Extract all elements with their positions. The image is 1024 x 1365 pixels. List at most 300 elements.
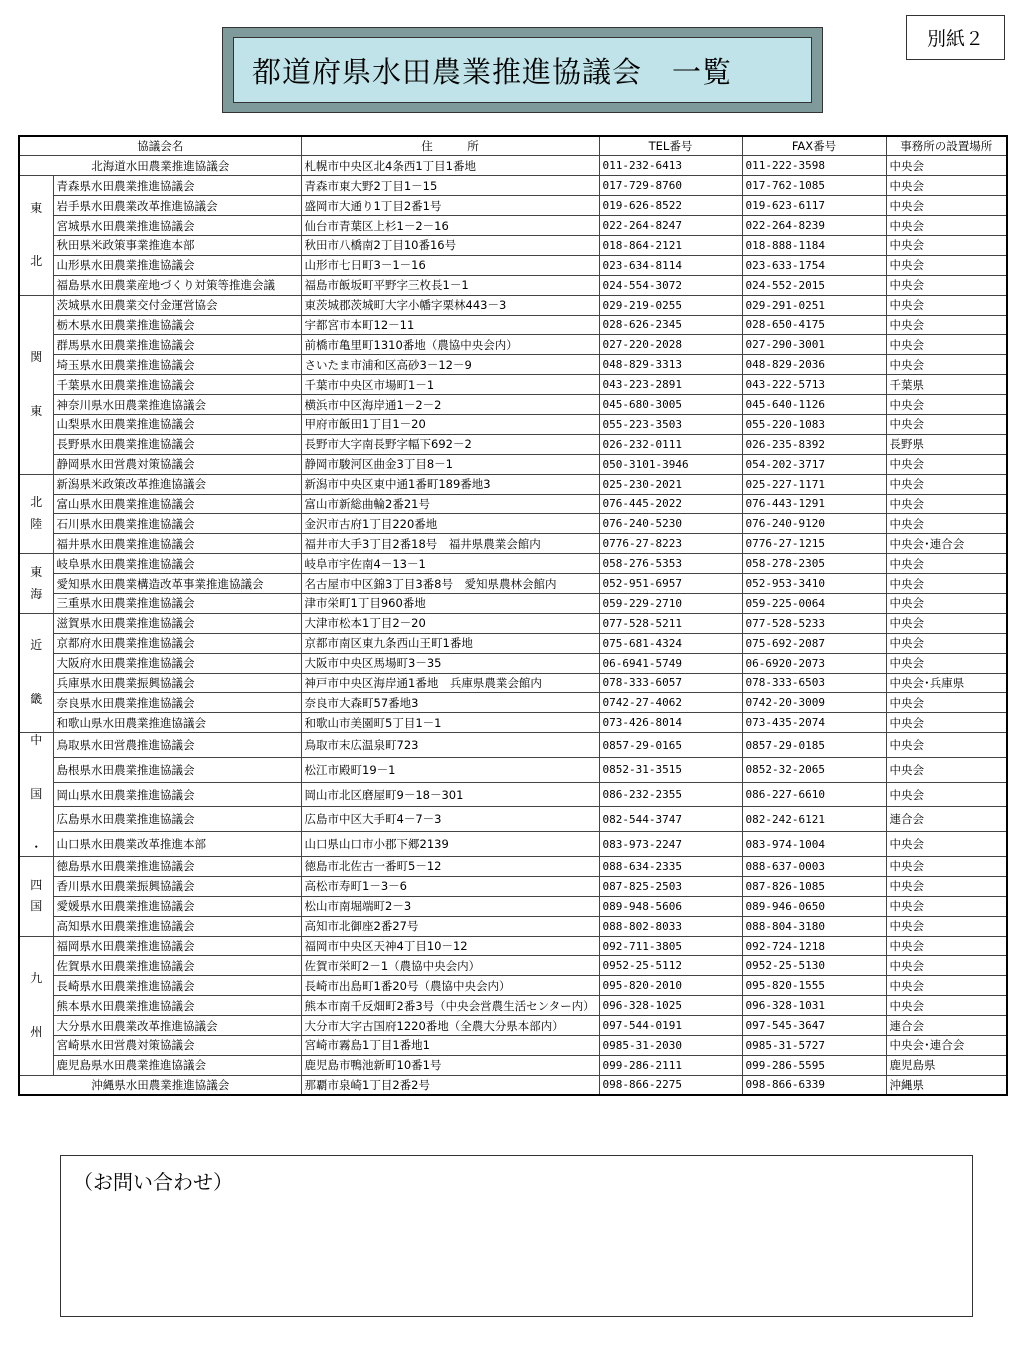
table-row	[19, 673, 1007, 693]
fax-cell: 0852-32-2065	[742, 757, 886, 782]
tel-cell: 011-232-6413	[599, 156, 742, 176]
fax-cell: 054-202-3717	[742, 454, 886, 474]
council-name: 鹿児島県水田農業推進協議会	[53, 1055, 301, 1075]
council-name: 奈良県水田農業推進協議会	[53, 693, 301, 713]
office-cell: 中央会	[886, 593, 1007, 613]
tel-cell: 06-6941-5749	[599, 653, 742, 673]
council-name: 神奈川県水田農業推進協議会	[53, 395, 301, 415]
fax-cell: 098-866-6339	[742, 1075, 886, 1095]
tel-cell: 099-286-2111	[599, 1055, 742, 1075]
address-cell: さいたま市浦和区高砂3－12－9	[301, 355, 599, 375]
table-row	[19, 633, 1007, 653]
council-name: 山口県水田農業改革推進本部	[53, 832, 301, 857]
table-row	[19, 996, 1007, 1016]
office-cell: 中央会	[886, 216, 1007, 236]
council-name: 愛知県水田農業構造改革事業推進協議会	[53, 574, 301, 594]
table-row	[19, 916, 1007, 936]
region-char: 九	[30, 971, 43, 986]
tel-cell: 098-866-2275	[599, 1075, 742, 1095]
tel-cell: 025-230-2021	[599, 474, 742, 494]
region-char: 四	[30, 877, 43, 892]
office-cell: 中央会	[886, 554, 1007, 574]
region-label	[19, 733, 53, 857]
tel-cell: 092-711-3805	[599, 936, 742, 956]
table-row	[19, 196, 1007, 216]
address-cell: 奈良市大森町57番地3	[301, 693, 599, 713]
fax-cell: 092-724-1218	[742, 936, 886, 956]
table-row-hokkaido	[19, 156, 1007, 176]
council-name: 兵庫県水田農業振興協議会	[53, 673, 301, 693]
council-name: 熊本県水田農業推進協議会	[53, 996, 301, 1016]
address-cell: 広島市中区大手町4－7－3	[301, 807, 599, 832]
table-row	[19, 574, 1007, 594]
council-name: 山形県水田農業推進協議会	[53, 255, 301, 275]
fax-cell: 096-328-1031	[742, 996, 886, 1016]
fax-cell: 077-528-5233	[742, 613, 886, 633]
address-cell: 福島市飯坂町平野字三枚長1－1	[301, 275, 599, 295]
council-name: 埼玉県水田農業推進協議会	[53, 355, 301, 375]
table-row	[19, 613, 1007, 633]
office-cell: 連合会	[886, 807, 1007, 832]
table-row	[19, 782, 1007, 807]
tel-cell: 0952-25-5112	[599, 956, 742, 976]
office-cell: 中央会	[886, 574, 1007, 594]
council-name: 福井県水田農業推進協議会	[53, 534, 301, 554]
council-name: 島根県水田農業推進協議会	[53, 757, 301, 782]
council-table	[18, 135, 1008, 1096]
fax-cell: 0985-31-5727	[742, 1036, 886, 1056]
office-cell: 中央会	[886, 255, 1007, 275]
office-cell: 中央会	[886, 896, 1007, 916]
region-char: 北	[30, 495, 43, 510]
council-name: 三重県水田農業推進協議会	[53, 593, 301, 613]
region-char: 近	[30, 638, 43, 653]
address-cell: 青森市東大野2丁目1－15	[301, 176, 599, 196]
fax-cell: 075-692-2087	[742, 633, 886, 653]
address-cell: 東茨城郡茨城町大字小幡字栗林443－3	[301, 295, 599, 315]
fax-cell: 078-333-6503	[742, 673, 886, 693]
office-cell: 中央会	[886, 355, 1007, 375]
fax-cell: 026-235-8392	[742, 434, 886, 454]
office-cell: 中央会	[886, 514, 1007, 534]
tel-cell: 0852-31-3515	[599, 757, 742, 782]
contact-label: （お問い合わせ）	[73, 1170, 233, 1194]
tel-cell: 076-445-2022	[599, 494, 742, 514]
council-name: 高知県水田農業推進協議会	[53, 916, 301, 936]
table-row	[19, 395, 1007, 415]
council-name: 山梨県水田農業推進協議会	[53, 414, 301, 434]
council-name: 愛媛県水田農業推進協議会	[53, 896, 301, 916]
region-char: 東	[30, 564, 43, 579]
office-cell: 中央会	[886, 454, 1007, 474]
address-cell: 富山市新総曲輪2番21号	[301, 494, 599, 514]
region-char: 陸	[30, 516, 43, 531]
table-row	[19, 474, 1007, 494]
table-row	[19, 295, 1007, 315]
region-char: 州	[30, 1024, 43, 1039]
table-row	[19, 733, 1007, 758]
table-row	[19, 514, 1007, 534]
region-char: ・	[30, 840, 43, 855]
council-name: 沖縄県水田農業推進協議会	[19, 1075, 301, 1095]
address-cell: 福井市大手3丁目2番18号 福井県農業会館内	[301, 534, 599, 554]
region-label	[19, 474, 53, 554]
council-name: 岩手県水田農業改革推進協議会	[53, 196, 301, 216]
address-cell: 京都市南区東九条西山王町1番地	[301, 633, 599, 653]
fax-cell: 083-974-1004	[742, 832, 886, 857]
address-cell: 松山市南堀端町2－3	[301, 896, 599, 916]
council-name: 岐阜県水田農業推進協議会	[53, 554, 301, 574]
tel-cell: 076-240-5230	[599, 514, 742, 534]
attachment-label: 別紙２	[906, 15, 1005, 60]
fax-cell: 0776-27-1215	[742, 534, 886, 554]
address-cell: 秋田市八橋南2丁目10番16号	[301, 235, 599, 255]
office-cell: 中央会	[886, 335, 1007, 355]
address-cell: 長野市大字南長野字幅下692－2	[301, 434, 599, 454]
table-row	[19, 534, 1007, 554]
council-name: 和歌山県水田農業推進協議会	[53, 713, 301, 733]
table-row	[19, 936, 1007, 956]
fax-cell: 095-820-1555	[742, 976, 886, 996]
tel-cell: 096-328-1025	[599, 996, 742, 1016]
tel-cell: 087-825-2503	[599, 876, 742, 896]
table-row	[19, 693, 1007, 713]
address-cell: 千葉市中央区市場町1－1	[301, 375, 599, 395]
tel-cell: 018-864-2121	[599, 235, 742, 255]
table-row	[19, 896, 1007, 916]
office-cell: 中央会	[886, 494, 1007, 514]
fax-cell: 055-220-1083	[742, 414, 886, 434]
address-cell: 宮崎市霧島1丁目1番地1	[301, 1036, 599, 1056]
tel-cell: 028-626-2345	[599, 315, 742, 335]
tel-cell: 052-951-6957	[599, 574, 742, 594]
table-row	[19, 876, 1007, 896]
fax-cell: 011-222-3598	[742, 156, 886, 176]
council-name: 佐賀県水田農業推進協議会	[53, 956, 301, 976]
region-char: 東	[30, 403, 43, 418]
address-cell: 松江市殿町19－1	[301, 757, 599, 782]
table-row	[19, 653, 1007, 673]
council-name: 北海道水田農業推進協議会	[19, 156, 301, 176]
office-cell: 鹿児島県	[886, 1055, 1007, 1075]
region-char: 国	[30, 786, 43, 801]
address-cell: 甲府市飯田1丁目1－20	[301, 414, 599, 434]
tel-cell: 059-229-2710	[599, 593, 742, 613]
tel-cell: 048-829-3313	[599, 355, 742, 375]
address-cell: 大津市松本1丁目2－20	[301, 613, 599, 633]
office-cell: 中央会･連合会	[886, 534, 1007, 554]
council-name: 宮崎県水田営農対策協議会	[53, 1036, 301, 1056]
office-cell: 中央会	[886, 876, 1007, 896]
table-row	[19, 454, 1007, 474]
tel-cell: 029-219-0255	[599, 295, 742, 315]
table-row	[19, 414, 1007, 434]
region-label	[19, 613, 53, 732]
office-cell: 中央会	[886, 832, 1007, 857]
office-cell: 中央会	[886, 395, 1007, 415]
council-name: 広島県水田農業推進協議会	[53, 807, 301, 832]
region-char: 畿	[30, 692, 43, 707]
council-name: 新潟県米政策改革推進協議会	[53, 474, 301, 494]
council-name: 富山県水田農業推進協議会	[53, 494, 301, 514]
fax-cell: 027-290-3001	[742, 335, 886, 355]
tel-cell: 043-223-2891	[599, 375, 742, 395]
tel-cell: 058-276-5353	[599, 554, 742, 574]
tel-cell: 0857-29-0165	[599, 733, 742, 758]
council-name: 長野県水田農業推進協議会	[53, 434, 301, 454]
address-cell: 仙台市青葉区上杉1－2－16	[301, 216, 599, 236]
tel-cell: 0742-27-4062	[599, 693, 742, 713]
office-cell: 中央会	[886, 414, 1007, 434]
tel-cell: 023-634-8114	[599, 255, 742, 275]
fax-cell: 059-225-0064	[742, 593, 886, 613]
address-cell: 横浜市中区海岸通1－2－2	[301, 395, 599, 415]
fax-cell: 0742-20-3009	[742, 693, 886, 713]
address-cell: 前橋市亀里町1310番地（農協中央会内）	[301, 335, 599, 355]
address-cell: 鹿児島市鴨池新町10番1号	[301, 1055, 599, 1075]
fax-cell: 073-435-2074	[742, 713, 886, 733]
column-header-fax: FAX番号	[742, 136, 886, 156]
office-cell: 中央会	[886, 196, 1007, 216]
region-char: 中	[30, 733, 43, 748]
table-row	[19, 315, 1007, 335]
fax-cell: 088-637-0003	[742, 857, 886, 877]
tel-cell: 097-544-0191	[599, 1016, 742, 1036]
tel-cell: 055-223-3503	[599, 414, 742, 434]
office-cell: 中央会	[886, 733, 1007, 758]
office-cell: 中央会	[886, 916, 1007, 936]
tel-cell: 0985-31-2030	[599, 1036, 742, 1056]
office-cell: 中央会･連合会	[886, 1036, 1007, 1056]
council-name: 秋田県米政策事業推進本部	[53, 235, 301, 255]
fax-cell: 082-242-6121	[742, 807, 886, 832]
table-row	[19, 335, 1007, 355]
page-title: 都道府県水田農業推進協議会 一覧	[233, 37, 812, 103]
table-body	[19, 156, 1007, 1095]
address-cell: 高知市北御座2番27号	[301, 916, 599, 936]
address-cell: 静岡市駿河区曲金3丁目8－1	[301, 454, 599, 474]
office-cell: 中央会	[886, 693, 1007, 713]
address-cell: 神戸市中央区海岸通1番地 兵庫県農業会館内	[301, 673, 599, 693]
region-label	[19, 554, 53, 614]
council-name: 千葉県水田農業推進協議会	[53, 375, 301, 395]
office-cell: 中央会･兵庫県	[886, 673, 1007, 693]
address-cell: 盛岡市大通り1丁目2番1号	[301, 196, 599, 216]
fax-cell: 052-953-3410	[742, 574, 886, 594]
region-char: 東	[30, 200, 43, 215]
fax-cell: 099-286-5595	[742, 1055, 886, 1075]
address-cell: 大分市大字古国府1220番地（全農大分県本部内）	[301, 1016, 599, 1036]
address-cell: 高松市寿町1－3－6	[301, 876, 599, 896]
address-cell: 和歌山市美園町5丁目1－1	[301, 713, 599, 733]
address-cell: 金沢市古府1丁目220番地	[301, 514, 599, 534]
tel-cell: 095-820-2010	[599, 976, 742, 996]
tel-cell: 089-948-5606	[599, 896, 742, 916]
fax-cell: 029-291-0251	[742, 295, 886, 315]
fax-cell: 089-946-0650	[742, 896, 886, 916]
fax-cell: 088-804-3180	[742, 916, 886, 936]
address-cell: 岐阜市宇佐南4－13－1	[301, 554, 599, 574]
column-header-address: 住 所	[301, 136, 599, 156]
office-cell: 中央会	[886, 156, 1007, 176]
council-name: 鳥取県水田営農推進協議会	[53, 733, 301, 758]
table-row	[19, 956, 1007, 976]
address-cell: 津市栄町1丁目960番地	[301, 593, 599, 613]
fax-cell: 076-240-9120	[742, 514, 886, 534]
address-cell: 大阪市中央区馬場町3－35	[301, 653, 599, 673]
column-header-name: 協議会名	[19, 136, 301, 156]
office-cell: 中央会	[886, 474, 1007, 494]
fax-cell: 0857-29-0185	[742, 733, 886, 758]
address-cell: 長崎市出島町1番20号（農協中央会内）	[301, 976, 599, 996]
table-header-row	[19, 136, 1007, 156]
region-label	[19, 936, 53, 1075]
office-cell: 中央会	[886, 295, 1007, 315]
fax-cell: 017-762-1085	[742, 176, 886, 196]
council-name: 岡山県水田農業推進協議会	[53, 782, 301, 807]
office-cell: 中央会	[886, 633, 1007, 653]
office-cell: 沖縄県	[886, 1075, 1007, 1095]
council-name: 滋賀県水田農業推進協議会	[53, 613, 301, 633]
table-row	[19, 216, 1007, 236]
office-cell: 中央会	[886, 956, 1007, 976]
table-row	[19, 713, 1007, 733]
office-cell: 中央会	[886, 235, 1007, 255]
council-name: 長崎県水田農業推進協議会	[53, 976, 301, 996]
council-name: 福岡県水田農業推進協議会	[53, 936, 301, 956]
council-name: 群馬県水田農業推進協議会	[53, 335, 301, 355]
tel-cell: 050-3101-3946	[599, 454, 742, 474]
council-name: 青森県水田農業推進協議会	[53, 176, 301, 196]
office-cell: 中央会	[886, 936, 1007, 956]
tel-cell: 024-554-3072	[599, 275, 742, 295]
table-row	[19, 976, 1007, 996]
table-row	[19, 255, 1007, 275]
fax-cell: 086-227-6610	[742, 782, 886, 807]
office-cell: 中央会	[886, 653, 1007, 673]
office-cell: 中央会	[886, 782, 1007, 807]
office-cell: 中央会	[886, 976, 1007, 996]
council-name: 徳島県水田農業推進協議会	[53, 857, 301, 877]
region-label	[19, 857, 53, 937]
office-cell: 中央会	[886, 857, 1007, 877]
title-frame	[222, 27, 823, 113]
fax-cell: 045-640-1126	[742, 395, 886, 415]
address-cell: 福岡市中央区天神4丁目10－12	[301, 936, 599, 956]
office-cell: 中央会	[886, 613, 1007, 633]
fax-cell: 076-443-1291	[742, 494, 886, 514]
table-row	[19, 757, 1007, 782]
fax-cell: 018-888-1184	[742, 235, 886, 255]
office-cell: 千葉県	[886, 375, 1007, 395]
tel-cell: 088-802-8033	[599, 916, 742, 936]
office-cell: 中央会	[886, 176, 1007, 196]
address-cell: 那覇市泉崎1丁目2番2号	[301, 1075, 599, 1095]
office-cell: 中央会	[886, 315, 1007, 335]
table-row	[19, 235, 1007, 255]
tel-cell: 027-220-2028	[599, 335, 742, 355]
tel-cell: 026-232-0111	[599, 434, 742, 454]
fax-cell: 058-278-2305	[742, 554, 886, 574]
region-label	[19, 295, 53, 474]
tel-cell: 0776-27-8223	[599, 534, 742, 554]
office-cell: 中央会	[886, 996, 1007, 1016]
fax-cell: 043-222-5713	[742, 375, 886, 395]
tel-cell: 073-426-8014	[599, 713, 742, 733]
table-row	[19, 1036, 1007, 1056]
address-cell: 宇都宮市本町12－11	[301, 315, 599, 335]
table-row	[19, 494, 1007, 514]
address-cell: 札幌市中央区北4条西1丁目1番地	[301, 156, 599, 176]
table-row	[19, 275, 1007, 295]
fax-cell: 0952-25-5130	[742, 956, 886, 976]
region-char: 海	[30, 586, 43, 601]
region-char: 北	[30, 254, 43, 269]
council-name: 京都府水田農業推進協議会	[53, 633, 301, 653]
tel-cell: 019-626-8522	[599, 196, 742, 216]
table-row	[19, 554, 1007, 574]
contact-box	[60, 1155, 973, 1317]
tel-cell: 083-973-2247	[599, 832, 742, 857]
tel-cell: 022-264-8247	[599, 216, 742, 236]
fax-cell: 048-829-2036	[742, 355, 886, 375]
council-name: 宮城県水田農業推進協議会	[53, 216, 301, 236]
tel-cell: 017-729-8760	[599, 176, 742, 196]
table-row	[19, 832, 1007, 857]
table-row	[19, 355, 1007, 375]
region-label	[19, 176, 53, 295]
address-cell: 名古屋市中区錦3丁目3番8号 愛知県農林会館内	[301, 574, 599, 594]
tel-cell: 078-333-6057	[599, 673, 742, 693]
council-name: 茨城県水田農業交付金運営協会	[53, 295, 301, 315]
office-cell: 長野県	[886, 434, 1007, 454]
region-char: 関	[30, 350, 43, 365]
table-row	[19, 434, 1007, 454]
address-cell: 山口県山口市小郡下郷2139	[301, 832, 599, 857]
fax-cell: 022-264-8239	[742, 216, 886, 236]
column-header-office: 事務所の設置場所	[886, 136, 1007, 156]
address-cell: 佐賀市栄町2－1（農協中央会内）	[301, 956, 599, 976]
tel-cell: 045-680-3005	[599, 395, 742, 415]
table-row	[19, 593, 1007, 613]
tel-cell: 075-681-4324	[599, 633, 742, 653]
region-char: 国	[30, 899, 43, 914]
tel-cell: 082-544-3747	[599, 807, 742, 832]
address-cell: 熊本市南千反畑町2番3号（中央会営農生活センター内）	[301, 996, 599, 1016]
council-name: 大分県水田農業改革推進協議会	[53, 1016, 301, 1036]
address-cell: 新潟市中央区東中通1番町189番地3	[301, 474, 599, 494]
council-name: 香川県水田農業振興協議会	[53, 876, 301, 896]
table-row	[19, 1055, 1007, 1075]
office-cell: 中央会	[886, 757, 1007, 782]
table-row	[19, 807, 1007, 832]
fax-cell: 06-6920-2073	[742, 653, 886, 673]
fax-cell: 025-227-1171	[742, 474, 886, 494]
tel-cell: 086-232-2355	[599, 782, 742, 807]
table-row	[19, 375, 1007, 395]
tel-cell: 088-634-2335	[599, 857, 742, 877]
office-cell: 中央会	[886, 275, 1007, 295]
column-header-tel: TEL番号	[599, 136, 742, 156]
council-name: 石川県水田農業推進協議会	[53, 514, 301, 534]
council-name: 栃木県水田農業推進協議会	[53, 315, 301, 335]
office-cell: 連合会	[886, 1016, 1007, 1036]
table-row	[19, 857, 1007, 877]
address-cell: 山形市七日町3－1－16	[301, 255, 599, 275]
fax-cell: 019-623-6117	[742, 196, 886, 216]
fax-cell: 097-545-3647	[742, 1016, 886, 1036]
table-row	[19, 176, 1007, 196]
